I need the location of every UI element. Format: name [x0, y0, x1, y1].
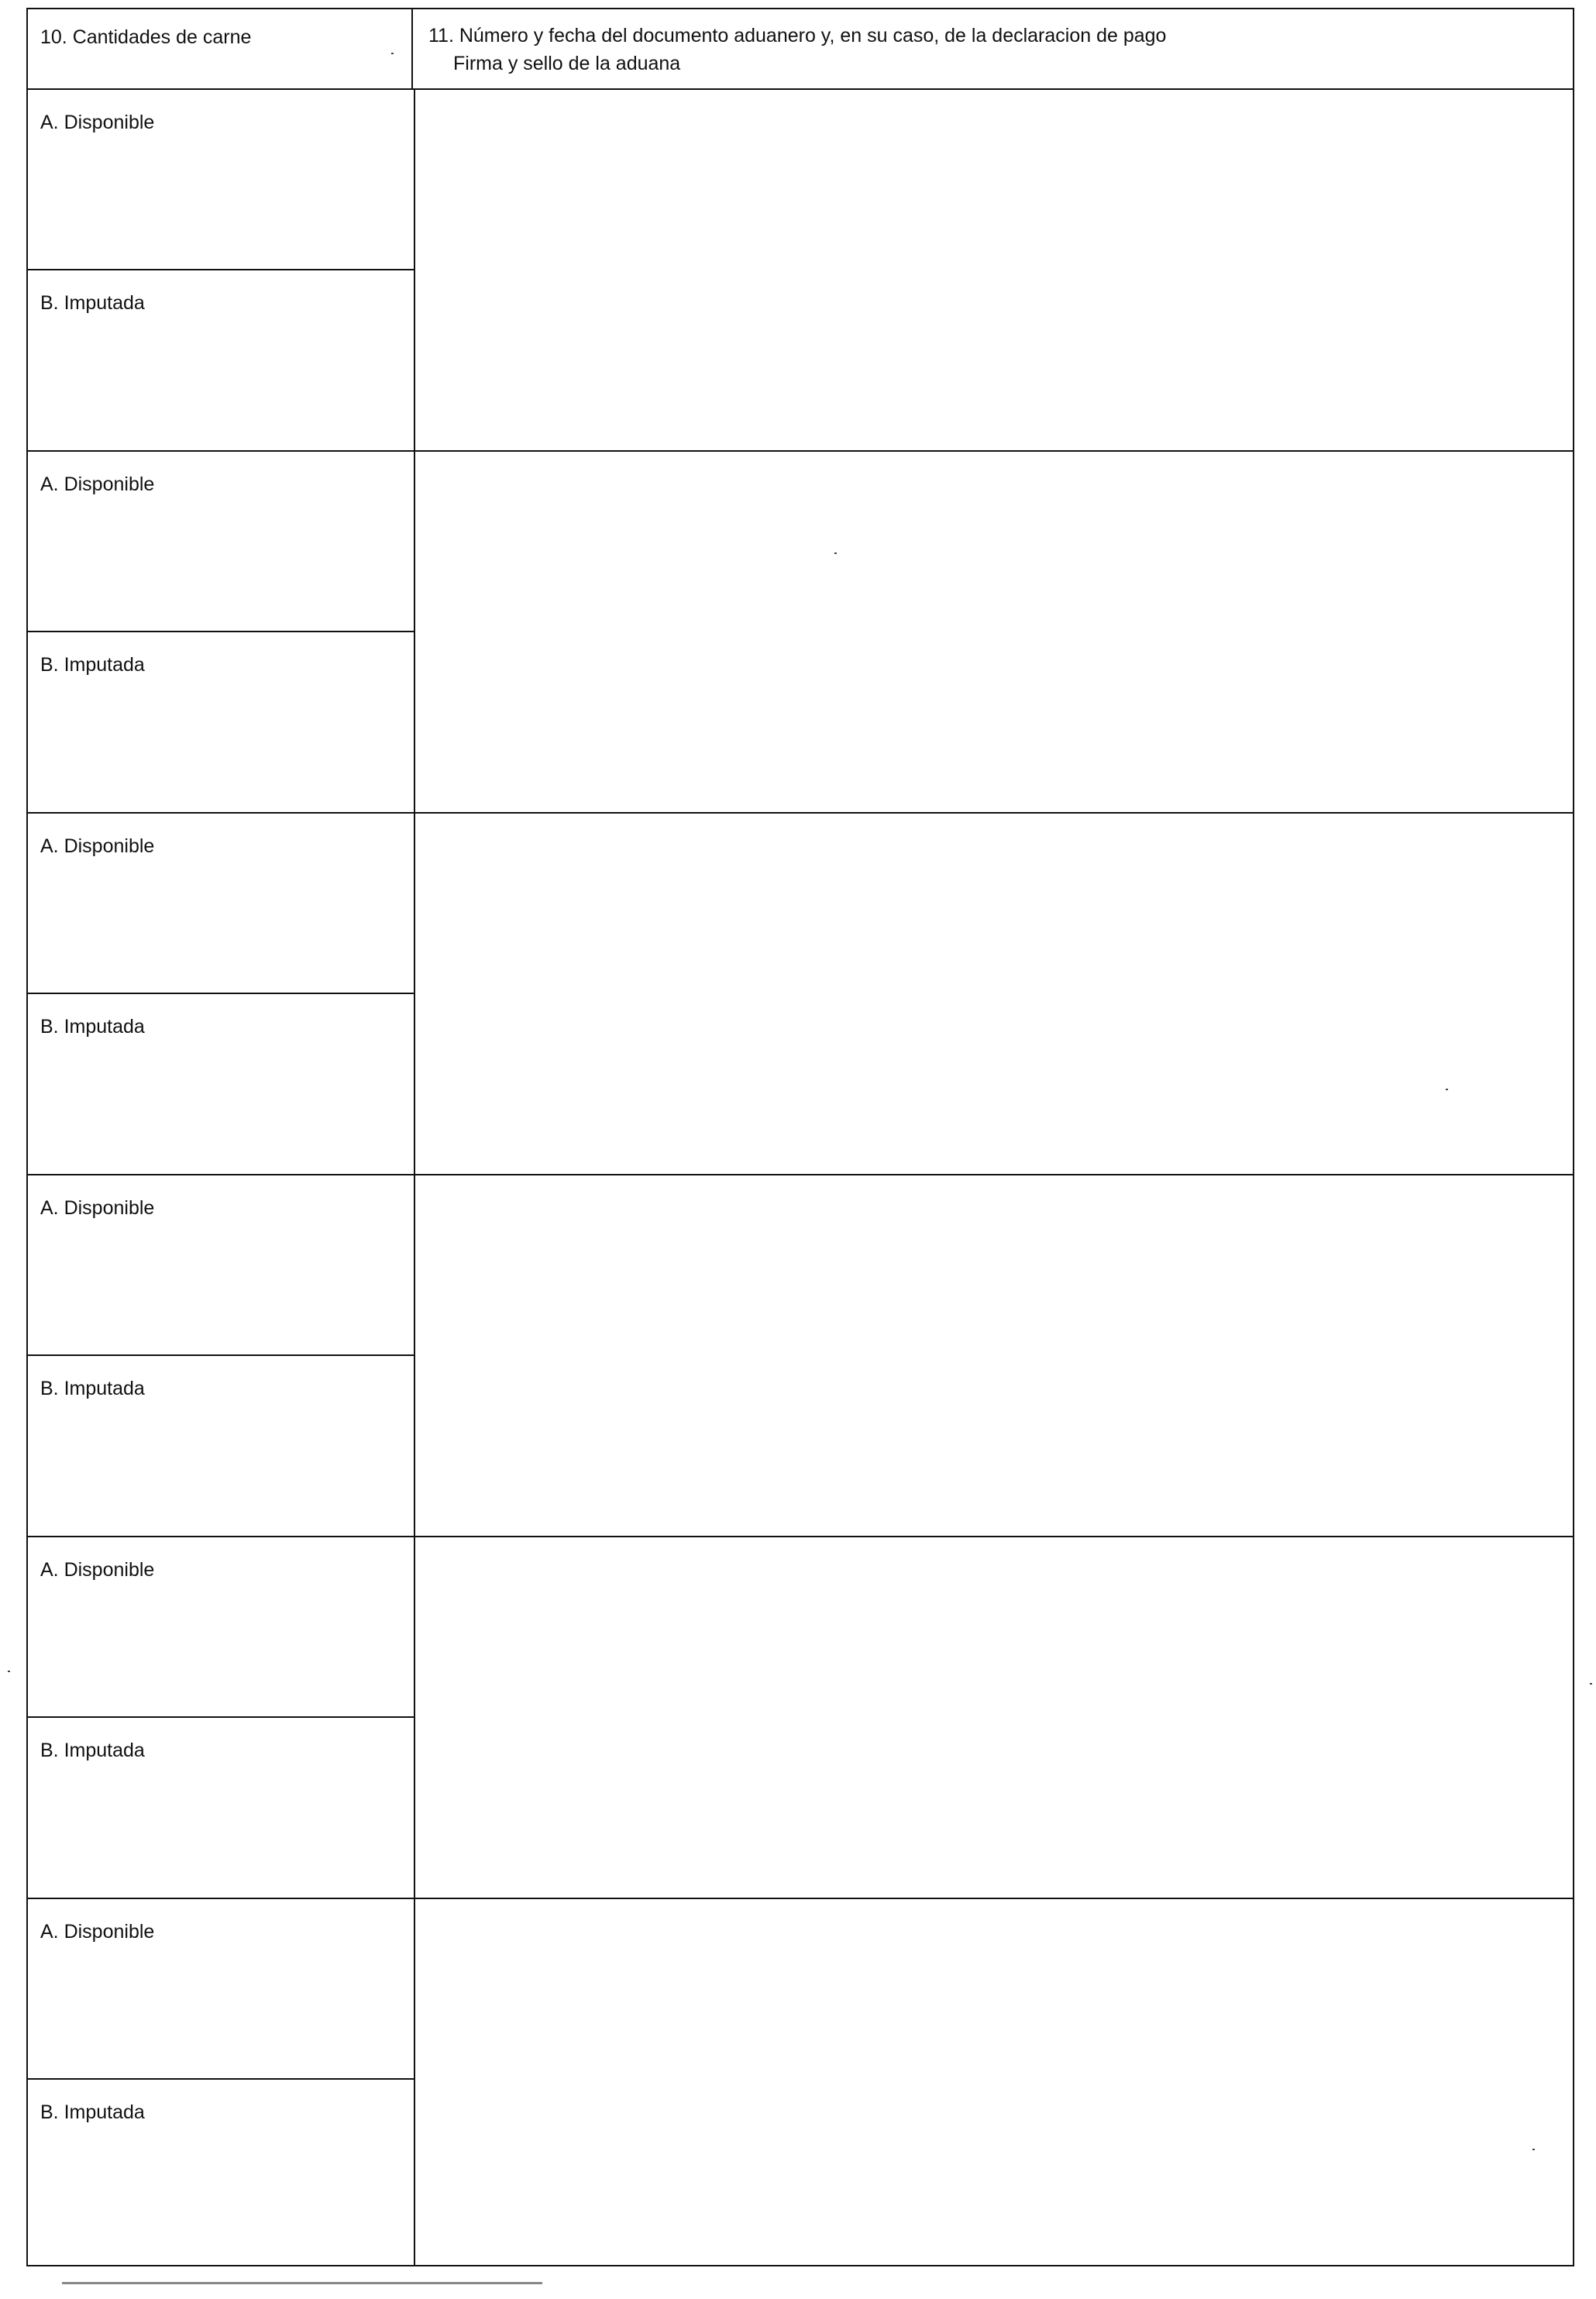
scan-speck — [834, 552, 837, 554]
charged-field[interactable] — [28, 2080, 414, 2260]
customs-document-field[interactable] — [415, 1899, 1573, 2265]
quantity-cell — [28, 814, 415, 1174]
available-label: A. Disponible — [40, 1559, 155, 1581]
customs-document-field[interactable] — [415, 1537, 1573, 1898]
available-label: A. Disponible — [40, 112, 155, 133]
available-field[interactable] — [28, 1175, 414, 1356]
scan-speck — [391, 53, 394, 54]
col-11-label-line2: Firma y sello de la aduana — [453, 53, 681, 74]
entry-block-5 — [28, 1537, 1573, 1899]
quantity-cell — [28, 1175, 415, 1536]
scan-speck — [1446, 1089, 1448, 1090]
meat-quantity-form — [26, 8, 1574, 2266]
charged-field[interactable] — [28, 270, 414, 451]
customs-document-field[interactable] — [415, 452, 1573, 812]
col-10-label: 10. Cantidades de carne — [40, 26, 252, 48]
available-field[interactable] — [28, 814, 414, 994]
entry-block-1 — [28, 90, 1573, 452]
charged-field[interactable] — [28, 632, 414, 813]
scan-bottom-edge — [62, 2282, 542, 2284]
entry-block-3 — [28, 814, 1573, 1175]
charged-label: B. Imputada — [40, 2101, 145, 2123]
available-field[interactable] — [28, 1899, 414, 2080]
available-field[interactable] — [28, 452, 414, 632]
charged-label: B. Imputada — [40, 1016, 145, 1038]
entry-block-6 — [28, 1899, 1573, 2265]
entry-block-4 — [28, 1175, 1573, 1537]
form-header — [28, 9, 1573, 90]
charged-label: B. Imputada — [40, 1378, 145, 1399]
header-col-11 — [413, 9, 1573, 88]
quantity-cell — [28, 1899, 415, 2265]
available-label: A. Disponible — [40, 473, 155, 495]
charged-label: B. Imputada — [40, 292, 145, 314]
available-label: A. Disponible — [40, 1921, 155, 1943]
customs-document-field[interactable] — [415, 814, 1573, 1174]
scan-speck — [1532, 2149, 1535, 2150]
available-label: A. Disponible — [40, 835, 155, 857]
customs-document-field[interactable] — [415, 90, 1573, 450]
scan-speck — [8, 1671, 10, 1672]
quantity-cell — [28, 90, 415, 450]
customs-document-field[interactable] — [415, 1175, 1573, 1536]
available-field[interactable] — [28, 90, 414, 270]
entry-block-2 — [28, 452, 1573, 814]
available-label: A. Disponible — [40, 1197, 155, 1219]
quantity-cell — [28, 1537, 415, 1898]
scan-speck — [1590, 1683, 1592, 1685]
charged-label: B. Imputada — [40, 1740, 145, 1761]
header-col-10 — [28, 9, 413, 88]
charged-field[interactable] — [28, 994, 414, 1175]
col-11-label-line1: 11. Número y fecha del documento aduanero y, en su caso, de la declaracion de pago — [428, 25, 1167, 46]
charged-field[interactable] — [28, 1718, 414, 1898]
charged-label: B. Imputada — [40, 654, 145, 676]
available-field[interactable] — [28, 1537, 414, 1718]
quantity-cell — [28, 452, 415, 812]
charged-field[interactable] — [28, 1356, 414, 1537]
